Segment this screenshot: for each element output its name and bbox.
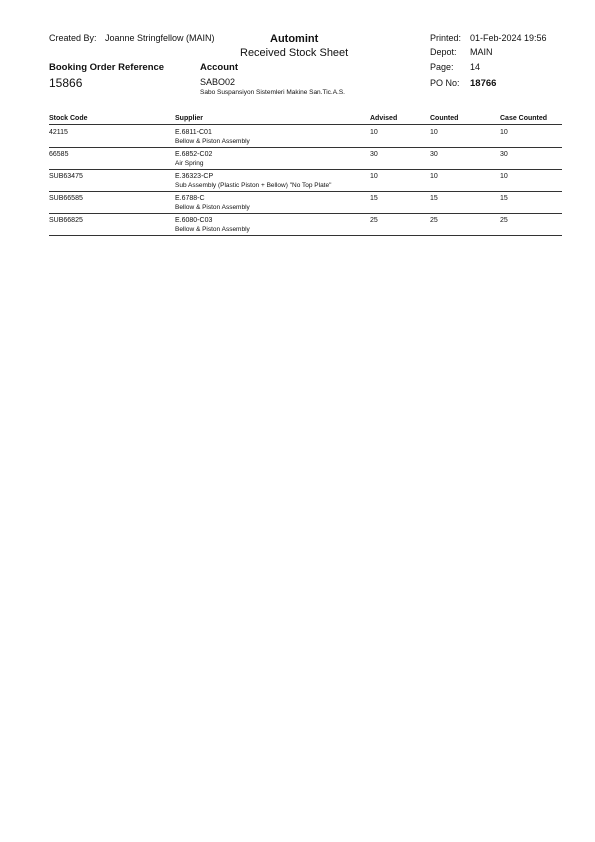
po-number-label: PO No: <box>430 78 460 88</box>
description-cell: Bellow & Piston Assembly <box>175 226 250 233</box>
header-divider <box>49 124 562 125</box>
description-cell: Bellow & Piston Assembly <box>175 138 250 145</box>
advised-cell: 25 <box>370 217 378 224</box>
page-number-label: Page: <box>430 62 454 72</box>
booking-order-reference-label: Booking Order Reference <box>49 62 165 73</box>
created-by-label: Created By: <box>49 33 97 43</box>
page-number-value: 14 <box>470 62 481 72</box>
advised-cell: 30 <box>370 151 378 158</box>
row-divider <box>49 147 562 148</box>
stock-code-cell: SUB66825 <box>49 217 83 224</box>
counted-cell: 10 <box>430 129 438 136</box>
stock-code-cell: 42115 <box>49 129 68 136</box>
supplier-code-cell: E.6788-C <box>175 195 205 202</box>
page-title: Received Stock Sheet <box>240 47 349 59</box>
stock-code-cell: 66585 <box>49 151 69 158</box>
company-name: Automint <box>270 33 319 45</box>
depot-value: MAIN <box>470 47 493 57</box>
stock-code-cell: SUB63475 <box>49 173 83 180</box>
counted-cell: 30 <box>430 151 438 158</box>
printed-value: 01-Feb-2024 19:56 <box>470 33 547 43</box>
counted-cell: 15 <box>430 195 438 202</box>
case-counted-cell: 10 <box>500 173 508 180</box>
po-number-value: 18766 <box>470 78 497 89</box>
col-stock-code-header: Stock Code <box>49 115 88 122</box>
col-counted-header: Counted <box>430 115 459 122</box>
stock-code-cell: SUB66585 <box>49 195 83 202</box>
printed-label: Printed: <box>430 33 462 43</box>
case-counted-cell: 10 <box>500 129 508 136</box>
case-counted-cell: 25 <box>500 217 508 224</box>
account-name: Sabo Suspansiyon Sistemleri Makine San.Tic.A.S. <box>200 89 345 96</box>
row-divider <box>49 169 562 170</box>
supplier-code-cell: E.36323-CP <box>175 173 214 180</box>
col-advised-header: Advised <box>370 115 398 122</box>
counted-cell: 10 <box>430 173 438 180</box>
row-divider <box>49 191 562 192</box>
description-cell: Bellow & Piston Assembly <box>175 204 250 211</box>
row-divider <box>49 235 562 236</box>
col-case-counted-header: Case Counted <box>500 115 548 122</box>
row-divider <box>49 213 562 214</box>
advised-cell: 10 <box>370 129 378 136</box>
description-cell: Air Spring <box>175 160 204 167</box>
advised-cell: 10 <box>370 173 378 180</box>
supplier-code-cell: E.6811-C01 <box>175 129 212 136</box>
depot-label: Depot: <box>430 47 457 57</box>
counted-cell: 25 <box>430 217 438 224</box>
description-cell: Sub Assembly (Plastic Piston + Bellow) "No Top Plate" <box>175 182 332 189</box>
account-label: Account <box>200 62 238 73</box>
advised-cell: 15 <box>370 195 378 202</box>
supplier-code-cell: E.6080-C03 <box>175 217 213 224</box>
case-counted-cell: 30 <box>500 151 508 158</box>
case-counted-cell: 15 <box>500 195 508 202</box>
booking-order-reference-value: 15866 <box>49 76 83 90</box>
created-by-value: Joanne Stringfellow (MAIN) <box>105 33 215 43</box>
account-code: SABO02 <box>200 77 236 87</box>
supplier-code-cell: E.6852-C02 <box>175 151 213 158</box>
col-supplier-header: Supplier <box>175 115 204 122</box>
